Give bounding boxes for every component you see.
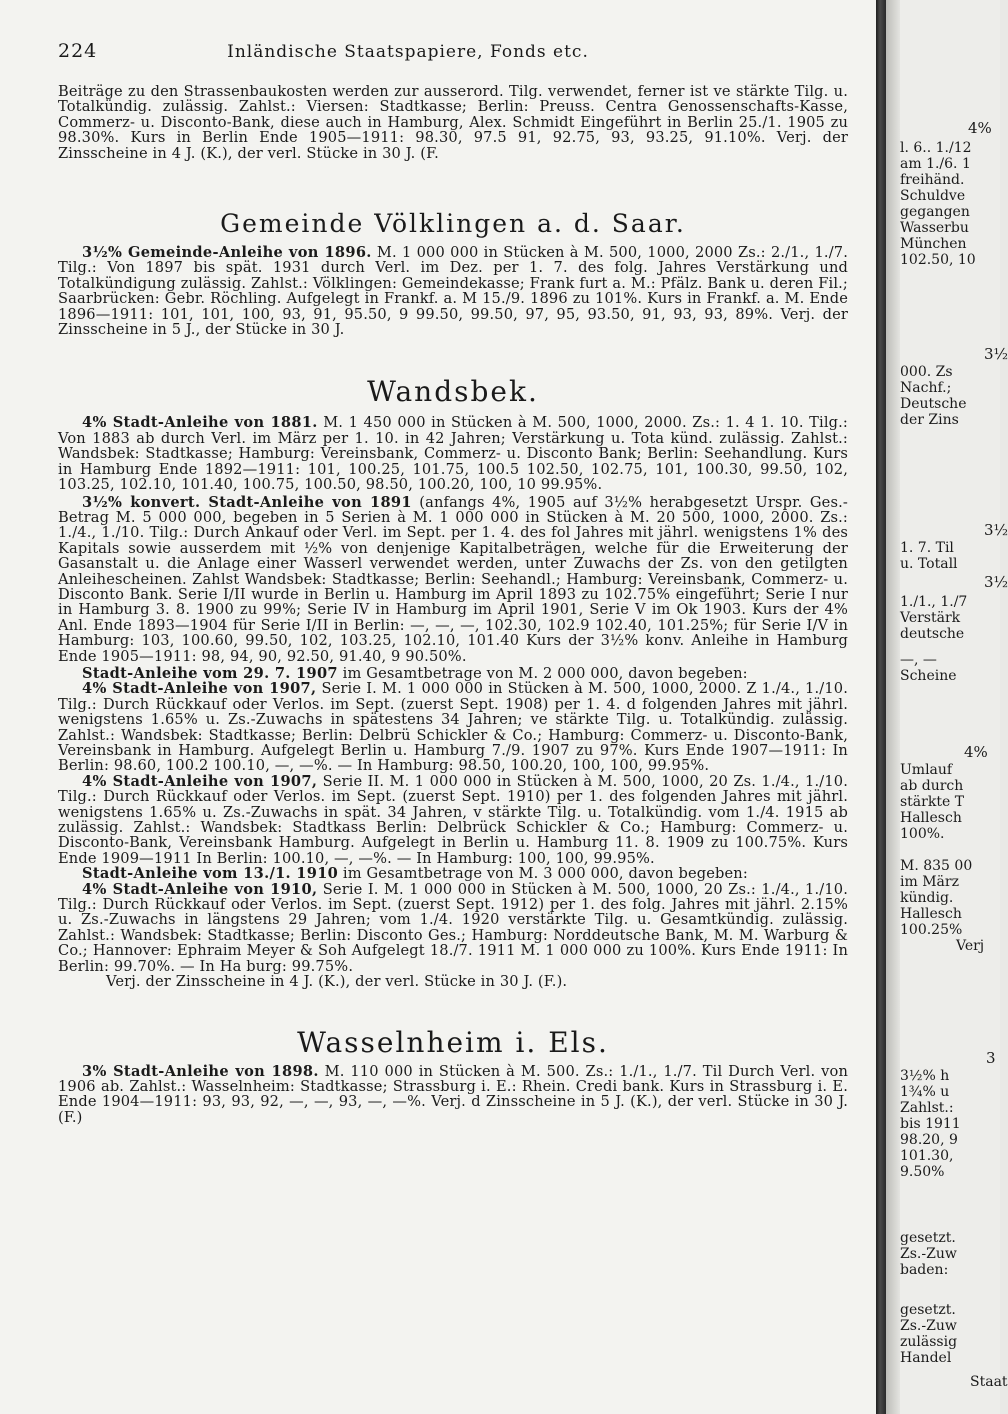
right-fragment: Verstärk [900, 610, 961, 626]
loan-heading: 4% Stadt-Anleihe von 1907, [82, 772, 318, 790]
loan-heading: 3½% konvert. Stadt-Anleihe von 1891 [82, 493, 412, 511]
right-fragment: gegangen [900, 204, 970, 220]
right-fragment: Schuldve [900, 188, 966, 204]
right-fragment: am 1./6. 1 [900, 156, 971, 172]
section-title-wandsbek: Wandsbek. [367, 375, 539, 409]
right-fragment: 1. 7. Til [900, 540, 954, 556]
loan-heading: Stadt-Anleihe vom 29. 7. 1907 [82, 664, 338, 682]
loan-heading: 4% Stadt-Anleihe von 1881. [82, 414, 318, 432]
loan-heading: Stadt-Anleihe vom 13./1. 1910 [82, 865, 339, 883]
section-title-wasselnheim: Wasselnheim i. Els. [297, 1025, 609, 1059]
loan-heading: 4% Stadt-Anleihe von 1910, [82, 880, 318, 898]
right-fragment: zulässig [900, 1334, 958, 1350]
loan-text: M. 1 000 000 in Stücken à M. 500, 1000, 2000 Zs.: 2./1., 1./7. Tilg.: Von 1897 bis spät. 1931 durch Verl. im Dez. per 1. 7. des folg. Jahres Verstärkung und Totalkündigung zulässig. Zahlst.: Völklingen: Gemeindekasse; Frank furt a. M.: Pfälz. Bank u. deren Fil.; Saarbrücken: Gebr. Röchling. Aufgelegt in Frankf. a. M 15./9. 1896 zu 101%. Kurs in Frankf. a. M. Ende 1896—1911: 101, 101, 100, 93, 91, 95.50, 9 99.50, 99.50, 97, 95, 93.50, 91, 93, 93, 89%. Verj. der Zinsscheine in 5 J., der Stücke in 30 J. [58, 244, 848, 339]
right-fragment: Wasserbu [900, 220, 969, 236]
right-fragment: 9.50% [900, 1164, 945, 1180]
right-fragment: 101.30, [900, 1148, 954, 1164]
running-head: Inländische Staatspapiere, Fonds etc. [227, 42, 589, 62]
right-page-edge [900, 0, 1008, 1414]
wandsbek-paragraph-1910-serie-1 [58, 882, 848, 974]
wandsbek-paragraph-1910-header [58, 866, 848, 881]
right-fragment: u. Totall [900, 556, 958, 572]
right-fragment: baden: [900, 1262, 949, 1278]
right-fragment: 100.25% [900, 922, 963, 938]
right-fragment: freihänd. [900, 172, 965, 188]
left-page-column [58, 40, 848, 1125]
right-fragment: München [900, 236, 967, 252]
right-fragment: 4% [964, 743, 988, 761]
right-fragment: 3½ [984, 573, 1008, 591]
loan-text: (anfangs 4%, 1905 auf 3½% herabgesetzt Urspr. Ges.-Betrag M. 5 000 000, begeben in 5 Serien à M. 1 000 000 in Stücken à M. 20 500, 1000, 2000. Zs.: 1./4., 1./10. Tilg.: Durch Ankauf oder Verl. im Sept. per 1. 4. des fol Jahres mit jährl. wenigstens 1% des Kapitals sowie ausserdem mit ½% von denjenige Kapitalbeträgen, welche für die Erweiterung der Gasanstalt u. die Anlage einer Wasserl verwendet werden, unter Zuwachs der Zs. von den getilgten Anleihescheinen. Zahlst Wandsbek: Stadtkasse; Berlin: Seehandl.; Hamburg: Vereinsbank, Commerz- u. Disconto Bank. Serie I/II wurde in Berlin u. Hamburg im April 1893 zu 102.75% eingeführt; Serie I nur in Hamburg 3. 8. 1900 zu 99%; Serie IV in Hamburg im April 1901, Serie V im Ok 1903. Kurs der 4% Anl. Ende 1893—1904 für Serie I/II in Berlin: —, —, —, 102.30, 102.9 102.40, 101.25%; für Serie I/V in Hamburg: 103, 100.60, 99.50, 102, 103.25, 102.10, 101.40 Kurs der 3½% konv. Anleihe in Hamburg Ende 1905—1911: 98, 94, 90, 92.50, 91.40, 9 90.50%. [58, 493, 848, 665]
right-fragment: 102.50, 10 [900, 252, 976, 268]
loan-text: im Gesamtbetrage von M. 2 000 000, davon begeben: [337, 664, 748, 682]
loan-text: M. 1 450 000 in Stücken à M. 500, 1000, 2000. Zs.: 1. 4 1. 10. Tilg.: Von 1883 ab durch Verl. im März per 1. 10. in 42 Jahren; Verstärkung u. Tota künd. zulässig. Zahlst.: Wandsbek: Stadtkasse; Hamburg: Vereinsbank, Commerz- u. Disconto Bank; Berlin: Seehandlung. Kurs in Hamburg Ende 1892—1911: 101, 100.25, 101.75, 100.5 102.50, 102.75, 101, 100.30, 99.50, 102, 103.25, 102.10, 101.40, 100.75, 100.50, 98.50, 100.20, 100, 10 99.95%. [58, 414, 848, 494]
right-fragment: kündig. [900, 890, 954, 906]
wandsbek-paragraph-1881 [58, 415, 848, 492]
right-fragment: gesetzt. [900, 1230, 956, 1246]
right-fragment: stärkte T [900, 794, 965, 810]
right-fragment: Nachf.; [900, 380, 952, 396]
book-gutter [876, 0, 886, 1414]
right-fragment: Zs.-Zuw [900, 1318, 957, 1334]
loan-text: Serie I. M. 1 000 000 in Stücken à M. 500, 1000, 20 Zs.: 1./4., 1./10. Tilg.: Durch Rückkauf oder Verlos. im Sept. (zuerst Sept. 1912) per 1. des folg. Jahres mit jährl. 2.15% u. Zs.-Zuwachs in längstens 29 Jahren; vom 1./4. 1920 verstärkte Tilg. u. Gesamtkündig. zulässig. Zahlst.: Wandsbek: Stadtkasse; Berlin: Disconto Ges.; Hamburg: Norddeutsche Bank, M. M. Warburg & Co.; Hannover: Ephraim Meyer & Soh Aufgelegt 18./7. 1911 M. 1 000 000 zu 100%. Kurs Ende 1911: In Berlin: 99.70%. — In Ha burg: 99.75%. [58, 880, 848, 975]
right-fragment: Zs.-Zuw [900, 1246, 957, 1262]
right-fragment: 100%. [900, 826, 945, 842]
loan-heading: 3% Stadt-Anleihe von 1898. [82, 1062, 319, 1080]
right-fragment: Hallesch [900, 810, 962, 826]
right-fragment: —, — [900, 652, 937, 668]
right-fragment: Scheine [900, 668, 957, 684]
right-fragment: Deutsche [900, 396, 967, 412]
right-fragment: Verj [956, 938, 985, 954]
right-fragment: 4% [968, 119, 992, 137]
right-fragment: Zahlst.: [900, 1100, 954, 1116]
wandsbek-paragraph-1891 [58, 495, 848, 664]
wandsbek-paragraph-1907-header [58, 666, 848, 681]
right-fragment: 000. Zs [900, 364, 953, 380]
right-fragment: 3½% h [900, 1068, 950, 1084]
gutter-shadow [886, 0, 900, 1414]
right-fragment: 1./1., 1./7 [900, 594, 968, 610]
section-title-voelklingen: Gemeinde Völklingen a. d. Saar. [220, 209, 686, 239]
right-fragment: 3 [986, 1049, 996, 1067]
right-fragment: deutsche [900, 626, 965, 642]
right-fragment: l. 6.. 1./12 [900, 140, 972, 156]
voelklingen-paragraph [58, 245, 848, 337]
right-fragment: Hallesch [900, 906, 962, 922]
right-fragment: 3½ [984, 345, 1008, 363]
right-fragment: bis 1911 [900, 1116, 961, 1132]
right-fragment: 1¾% u [900, 1084, 950, 1100]
loan-heading: 3½% Gemeinde-Anleihe von 1896. [82, 244, 372, 262]
page-header [58, 40, 848, 70]
right-fragment: ab durch [900, 778, 964, 794]
loan-text: M. 110 000 in Stücken à M. 500. Zs.: 1./1., 1./7. Til Durch Verl. von 1906 ab. Zahlst.: Wasselnheim: Stadtkasse; Strassburg i. E.: Rhein. Credi bank. Kurs in Strassburg i. E. Ende 1904—1911: 93, 93, 92, —, —, 93, —, —%. Verj. d Zinsscheine in 5 J. (K.), der verl. Stücke in 30 J. (F.) [58, 1062, 848, 1126]
right-fragment: gesetzt. [900, 1302, 956, 1318]
right-fragment: 3½ [984, 521, 1008, 539]
loan-text: Serie II. M. 1 000 000 in Stücken à M. 500, 1000, 20 Zs. 1./4., 1./10. Tilg.: Durch Rückkauf oder Verlos. im Sept. (zuerst Sept. 1910) per 1. des folgenden Jahres mit jährl. wenigstens 1.65% u. Zs.-Zuwachs in spät. 34 Jahren, v stärkte Tilg. u. Totalkündig. vom 1./4. 1915 ab zulässig. Zahlst.: Wandsbek: Stadtkass Berlin: Delbrück Schickler & Co.; Hamburg: Commerz- u. Disconto-Bank, Vereinsbank Hamburg. Aufgelegt in Berlin u. Hamburg 11. 8. 1909 zu 100.75%. Kurs Ende 1909—1911 In Berlin: 100.10, —, —%. — In Hamburg: 100, 100, 99.95%. [58, 772, 848, 867]
wasselnheim-paragraph [58, 1064, 848, 1126]
loan-heading: 4% Stadt-Anleihe von 1907, [82, 680, 317, 698]
loan-text: Serie I. M. 1 000 000 in Stücken à M. 500, 1000, 2000. Z 1./4., 1./10. Tilg.: Durch Rückkauf oder Verlos. im Sept. (zuerst Sept. 1908) per 1. 4. d folgenden Jahres mit jährl. wenigstens 1.65% u. Zs.-Zuwachs in spätestens 34 Jahren; ve stärkte Tilg. u. Totalkündig. zulässig. Zahlst.: Wandsbek: Stadtkasse; Berlin: Delbrü Schickler & Co.; Hamburg: Commerz- u. Disconto-Bank, Vereinsbank in Hamburg. Aufgelegt Berlin u. Hamburg 7./9. 1907 zu 97%. Kurs Ende 1907—1911: In Berlin: 98.60, 100.2 100.10, —, —%. — In Hamburg: 98.50, 100.20, 100, 100, 99.95%. [58, 680, 849, 775]
right-fragment: im März [900, 874, 959, 890]
right-fragment: Umlauf [900, 762, 953, 778]
right-fragment: der Zins [900, 412, 959, 428]
wandsbek-paragraph-1907-serie-2 [58, 774, 848, 866]
page-number: 224 [58, 40, 98, 62]
wandsbek-verjaehrung: Verj. der Zinsscheine in 4 J. (K.), der verl. Stücke in 30 J. (F.). [106, 973, 568, 991]
loan-text: im Gesamtbetrage von M. 3 000 000, davon begeben: [338, 865, 748, 883]
right-fragment: M. 835 00 [900, 858, 973, 874]
right-fragment: 98.20, 9 [900, 1132, 958, 1148]
right-fragment: Handel [900, 1350, 952, 1366]
right-fragment: Staat [970, 1374, 1008, 1390]
wandsbek-paragraph-1907-serie-1 [58, 681, 848, 773]
intro-paragraph: Beiträge zu den Strassenbaukosten werden zur ausserord. Tilg. verwendet, ferner ist ve stärkte Tilg. u. Totalkündig. zulässig. Zahlst.: Viersen: Stadtkasse; Berlin: Preuss. Centra Genossenschafts-Kasse, Commerz- u. Disconto-Bank, diese auch in Hamburg, Alex. Schmidt Eingeführt in Berlin 25./1. 1905 zu 98.30%. Kurs in Berlin Ende 1905—1911: 98.30, 97.5 91, 92.75, 93, 93.25, 91.10%. Verj. der Zinsscheine in 4 J. (K.), der verl. Stücke in 30 J. (F. [58, 83, 848, 162]
